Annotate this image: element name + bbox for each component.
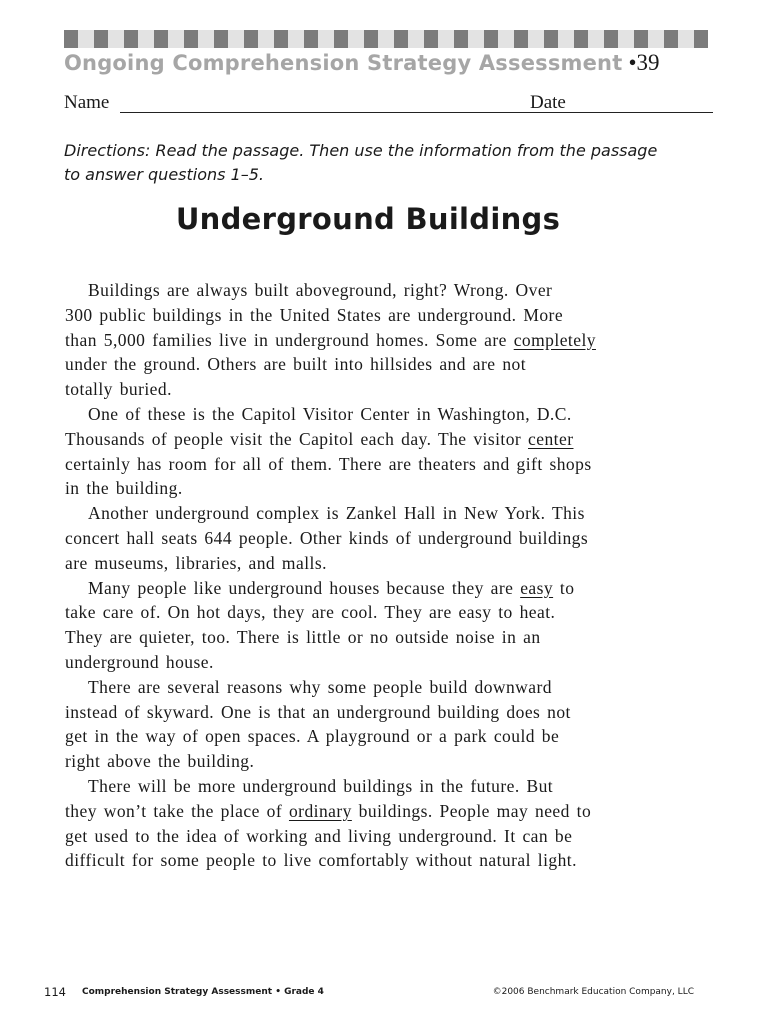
passage-line: There will be more underground buildings in the future. But (88, 775, 554, 796)
passage-line: in the building. (65, 478, 183, 499)
passage-line: 300 public buildings in the United States are underground. More (65, 304, 564, 325)
directions (64, 139, 704, 187)
vocabulary-word-completely: completely (513, 329, 596, 350)
passage-line (65, 799, 675, 824)
passage-line: take care of. On hot days, they are cool. They are easy to heat. (65, 602, 556, 623)
passage-line: certainly has room for all of them. There are theaters and gift shops (65, 453, 592, 474)
vocabulary-word-easy: easy (520, 577, 554, 598)
passage-text: to (553, 577, 575, 598)
name-date-row (64, 92, 714, 116)
passage-text: they won’t take the place of (65, 800, 289, 821)
passage-line (65, 576, 675, 601)
passage-line: totally buried. (65, 379, 172, 400)
directions-line: Directions: Read the passage. Then use the information from the passage (64, 141, 658, 160)
passage-line: are museums, libraries, and malls. (65, 552, 327, 573)
directions-line: to answer questions 1–5. (64, 165, 265, 184)
passage-line: One of these is the Capitol Visitor Center in Washington, D.C. (88, 403, 572, 424)
assessment-header (64, 50, 660, 76)
passage-line (65, 328, 675, 353)
passage-line: under the ground. Others are built into hillsides and are not (65, 354, 527, 375)
page-footer (0, 985, 770, 1005)
passage-text: buildings. People may need to (351, 800, 592, 821)
vocabulary-word-ordinary: ordinary (288, 800, 352, 821)
copyright-notice: ©2006 Benchmark Education Company, LLC (492, 987, 694, 997)
checkered-header-bar (64, 30, 708, 48)
passage-line: They are quieter, too. There is little or no outside noise in an (65, 627, 541, 648)
date-label: Date (530, 92, 566, 113)
assessment-number: •39 (628, 50, 660, 75)
name-blank-line (120, 112, 586, 113)
passage-line: concert hall seats 644 people. Other kinds of underground buildings (65, 527, 589, 548)
passage-line (65, 427, 675, 452)
passage-line: Another underground complex is Zankel Hall in New York. This (88, 503, 585, 524)
name-label: Name (64, 92, 110, 113)
passage-line: underground house. (65, 651, 214, 672)
vocabulary-word-center: center (528, 428, 574, 449)
assessment-title: Ongoing Comprehension Strategy Assessment (64, 51, 623, 75)
passage-line: right above the building. (65, 751, 255, 772)
passage-text: Many people like underground houses because they are (88, 577, 521, 598)
page-number: 114 (44, 985, 66, 999)
passage-line: get used to the idea of working and living underground. It can be (65, 825, 573, 846)
passage-line: get in the way of open spaces. A playground or a park could be (65, 726, 560, 747)
passage-text: Thousands of people visit the Capitol each day. The visitor (65, 428, 529, 449)
passage-line: instead of skyward. One is that an underground building does not (65, 701, 571, 722)
date-blank-line (576, 112, 713, 113)
passage-title: Underground Buildings (175, 202, 561, 236)
passage-line: There are several reasons why some people build downward (88, 676, 552, 697)
passage-line: Buildings are always built aboveground, right? Wrong. Over (88, 280, 553, 300)
passage (65, 278, 675, 873)
passage-line: difficult for some people to live comfortably without natural light. (65, 850, 577, 871)
series-label: Comprehension Strategy Assessment • Grade 4 (82, 987, 324, 997)
passage-text: than 5,000 families live in underground homes. Some are (65, 329, 514, 350)
